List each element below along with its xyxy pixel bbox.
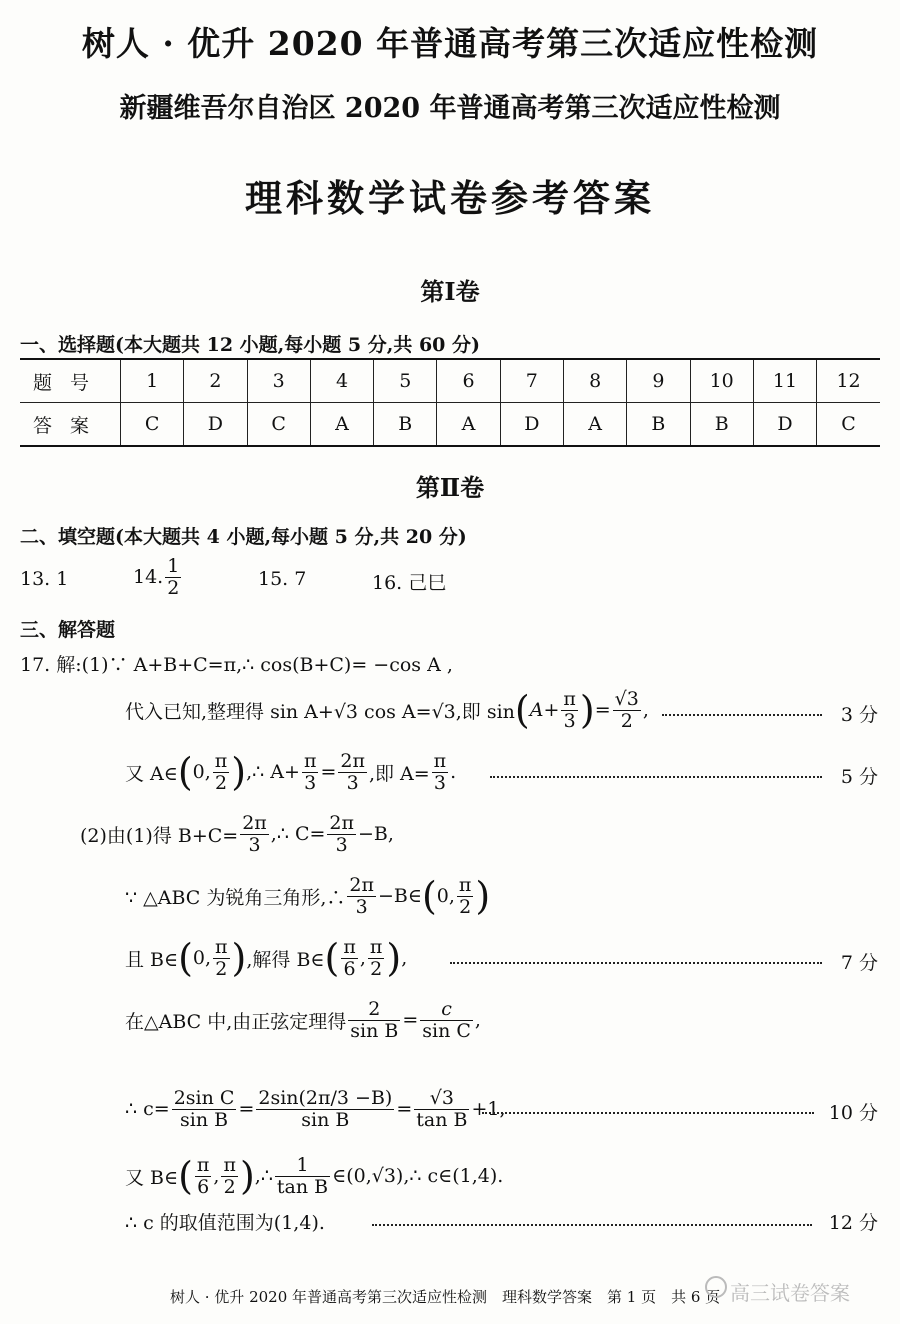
chat-icon [705,1276,727,1298]
fraction-pi-over-6 [341,937,358,980]
q17-l2-end: . [450,761,457,783]
paren-right: ) [239,1154,255,1198]
q17-l1-end: , [642,699,649,721]
fraction-sqrt3-over-2 [613,689,641,732]
paren-left: ( [324,936,340,980]
fraction-2pi-over-3 [240,813,269,856]
cell-answer: A [310,403,373,447]
numerator: π [196,1153,210,1176]
cell-answer: B [627,403,690,447]
cell-answer: D [500,403,563,447]
q17-line-7 [125,1074,506,1144]
numerator: 2π [242,811,267,834]
fraction-2pi-over-3 [338,751,367,794]
score-10: 10 分 [828,1102,878,1124]
fraction-pi-over-2 [368,937,385,980]
q17-line-4 [125,866,490,926]
denominator: 2 [215,957,228,980]
q17-l7-end: +1, [471,1098,506,1120]
denominator: 3 [433,771,446,794]
denominator: 3 [248,833,261,856]
q17-l1-text: 代入已知,整理得 sin A+√3 cos A=√3,即 sin [125,700,515,723]
q17-p2-b: ,∴ C= [270,823,326,845]
numerator: 2π [340,749,365,772]
cell-answer: C [247,403,310,447]
q14-label: 14. [133,566,164,589]
q17-line-2 [125,742,456,802]
q17-p2-a: (2)由(1)得 B+C= [80,824,239,847]
numerator: 2sin(2π/3 −B) [258,1086,393,1109]
q17-l6-a: 在△ABC 中,由正弦定理得 [125,1010,347,1033]
answer-q14 [133,556,183,599]
cell-answer: A [563,403,626,447]
numerator: 2 [348,999,400,1021]
equals-sign: = [320,761,337,783]
fraction-2pi-over-3 [327,813,356,856]
cell-number: 11 [753,359,816,403]
q14-denominator: 2 [167,576,180,599]
numerator: 2π [349,873,374,896]
numerator: √3 [414,1088,469,1110]
numerator: π [223,1153,236,1176]
score-5: 5 分 [840,766,878,788]
q17-l8-c: ∈(0,√3),∴ c∈(1,4). [332,1165,504,1187]
q17-line-5 [125,928,407,988]
cell-number: 7 [500,359,563,403]
page-footer: 树人 · 优升 2020 年普通高考第三次适应性检测 理科数学答案 第 1 页 共 6 页 [170,1288,721,1306]
cell-number: 8 [563,359,626,403]
equals-sign: = [396,1098,413,1120]
q17-part-2 [80,804,394,864]
comma: , [359,947,366,969]
header-subtitle: 新疆维吾尔自治区 2020 年普通高考第三次适应性检测 [119,93,781,124]
paren-left: ( [421,874,437,918]
equals-sign: = [238,1098,255,1120]
q17-l2-c: ,即 A= [368,762,430,785]
cell-number: 3 [247,359,310,403]
q17-l6-end: , [474,1009,481,1031]
watermark: 高三试卷答案 [730,1281,850,1305]
score-7: 7 分 [840,952,878,974]
denominator: 2 [215,771,228,794]
dot-leader [372,1224,812,1226]
q17-line-6 [125,990,481,1050]
cell-number: 1 [121,359,184,403]
denominator: sin C [422,1019,471,1042]
cell-number: 12 [817,359,880,403]
document-title: 理科数学试卷参考答案 [245,176,655,220]
cell-number: 10 [690,359,753,403]
cell-number: 6 [437,359,500,403]
q14-numerator: 1 [167,555,180,577]
q17-l8-a: 又 B∈ [125,1166,179,1189]
numerator: π [343,935,356,958]
fraction-pi-over-2 [221,1155,238,1198]
q17-l5-b: ,解得 B∈ [246,948,325,971]
cell-answer: C [817,403,880,447]
denominator: 2 [223,1175,236,1198]
paren-right: ) [475,874,491,918]
paren-left: ( [514,688,530,732]
denominator: 6 [343,957,356,980]
q17-l2-b: ,∴ A+ [246,761,300,783]
dot-leader [450,962,822,964]
denominator: 2 [370,957,383,980]
fraction-pi-over-2 [213,937,230,980]
denominator: 3 [304,771,317,794]
cell-number: 4 [310,359,373,403]
paren-right: ) [386,936,402,980]
q17-l7-a: ∴ c= [125,1098,170,1120]
equals-sign: = [402,1009,419,1031]
score-3: 3 分 [840,704,878,726]
numerator: π [563,687,576,710]
denominator: 3 [335,833,348,856]
q17-line-8 [125,1146,503,1206]
q17-l1-a: A+ [529,699,560,721]
paren-right: ) [579,688,595,732]
answer-table [20,358,880,447]
section-3-heading: 三、解答题 [20,619,116,641]
section-1-heading: 一、选择题(本大题共 12 小题,每小题 5 分,共 60 分) [20,334,480,356]
cell-answer: C [121,403,184,447]
numerator: π [369,935,383,958]
fraction-sqrt3-over-tanB [414,1088,469,1131]
q17-l4-a: ∵ △ABC 为锐角三角形,∴ [125,886,346,909]
denominator: 3 [355,895,368,918]
numerator: π [214,749,228,772]
volume-1-heading: 第Ⅰ卷 [420,277,480,306]
fraction-pi-over-3 [432,751,449,794]
table-row-numbers [20,359,880,403]
denominator: sin B [301,1108,350,1131]
dot-leader [490,776,822,778]
fraction-2sinC-over-sinB [172,1088,237,1131]
cell-number: 5 [374,359,437,403]
numerator: π [303,749,317,772]
q17-intro: 17. 解:(1)∵ A+B+C=π,∴ cos(B+C)= −cos A , [20,654,453,676]
fraction-pi-over-6 [195,1155,212,1198]
numerator: π [215,935,228,958]
numerator: 2sin C [173,1086,235,1109]
q17-l5-zero: 0, [192,947,212,969]
cell-answer: B [690,403,753,447]
score-12: 12 分 [828,1212,878,1234]
denominator: sin B [350,1019,399,1042]
fraction-pi-over-3 [561,689,578,732]
answer-q15: 15. 7 [258,568,307,590]
paren-left: ( [178,1154,193,1198]
q17-l5-end: , [401,947,408,969]
row-label-numbers: 题号 [20,359,121,403]
cell-answer: D [184,403,247,447]
q17-l8-b: ,∴ [254,1165,273,1187]
fraction-2-over-sinB [348,999,400,1042]
fraction-1-over-tanB [275,1155,330,1198]
paren-left: ( [177,750,193,794]
dot-leader [482,1112,814,1114]
volume-2-heading: 第Ⅱ卷 [415,473,485,502]
row-label-answers: 答案 [20,403,121,447]
q17-l2-a: 又 A∈ [125,762,178,785]
fraction-pi-over-2 [457,875,474,918]
denominator: 3 [563,709,576,732]
q14-fraction [165,556,181,599]
equals-sign: = [594,699,611,721]
q17-l4-b: −B∈ [377,885,422,907]
answer-q13: 13. 1 [20,568,69,590]
dot-leader [662,714,822,716]
fraction-pi-over-3 [302,751,319,794]
denominator: 2 [620,709,633,732]
fraction-2pi-over-3 [347,875,376,918]
q17-l4-zero: 0, [436,885,455,907]
numerator: 1 [275,1155,330,1177]
cell-answer: A [437,403,500,447]
denominator: 6 [197,1175,210,1198]
fraction-2sin-over-sinB [256,1088,394,1131]
comma: , [213,1165,220,1187]
section-2-heading: 二、填空题(本大题共 4 小题,每小题 5 分,共 20 分) [20,526,467,548]
numerator: π [458,873,472,896]
q17-line-9: ∴ c 的取值范围为(1,4). [125,1212,325,1234]
table-row-answers [20,403,880,447]
q17-line-1 [125,680,649,740]
denominator: tan B [276,1175,329,1198]
header-title: 树人 · 优升 2020 年普通高考第三次适应性检测 [81,24,819,63]
answer-q16: 16. 己巳 [372,572,447,594]
denominator: 3 [346,771,359,794]
fraction-c-over-sinC [420,999,473,1042]
paren-right: ) [231,750,247,794]
denominator: tan B [416,1108,468,1131]
q17-l2-zero: 0, [192,761,211,783]
denominator: sin B [180,1108,229,1131]
numerator: π [433,749,447,772]
cell-answer: B [374,403,437,447]
numerator: 2π [329,811,354,834]
paren-right: ) [231,936,247,980]
fraction-pi-over-2 [213,751,230,794]
numerator: √3 [614,687,639,710]
cell-number: 9 [627,359,690,403]
cell-number: 2 [184,359,247,403]
q17-l5-a: 且 B∈ [125,948,179,971]
denominator: 2 [459,895,472,918]
q17-p2-c: −B, [358,823,394,845]
numerator: c [420,999,473,1021]
paren-left: ( [178,936,193,980]
cell-answer: D [753,403,816,447]
